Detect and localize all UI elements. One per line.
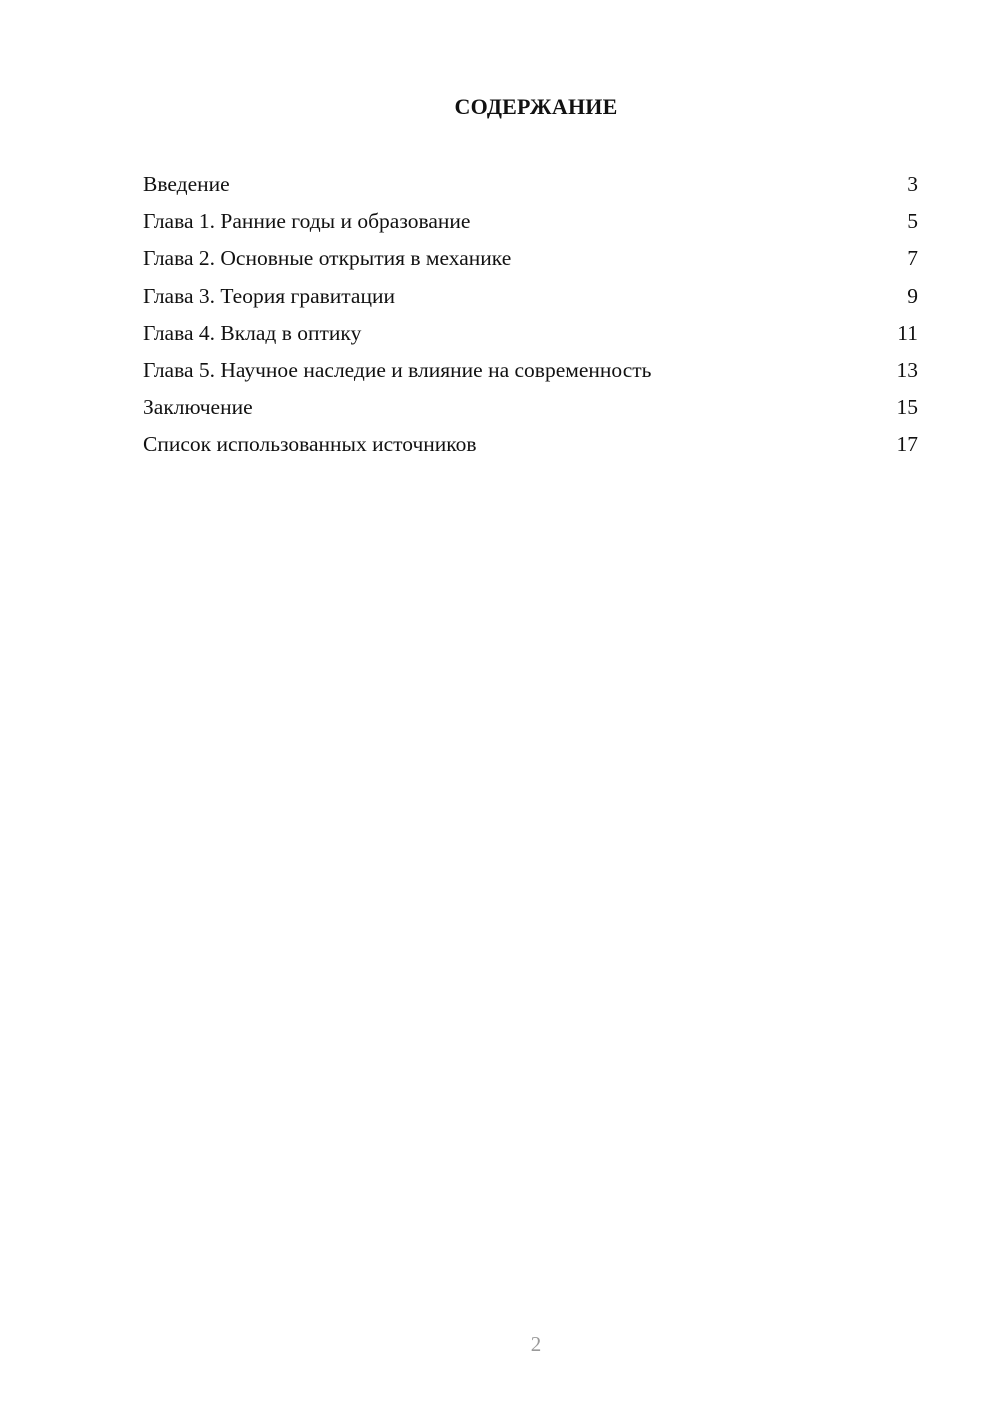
toc-entry-page: 15	[896, 395, 918, 420]
toc-entry-page: 13	[896, 357, 918, 382]
toc-entry-label: Глава 3. Теория гравитации	[143, 283, 395, 308]
toc-entry-label: Список использованных источников	[143, 432, 477, 457]
toc-entry-introduction[interactable]	[143, 168, 918, 205]
toc-entry-chapter-2[interactable]	[143, 242, 918, 279]
toc-entry-label: Заключение	[143, 395, 253, 420]
toc-entry-page: 5	[907, 209, 918, 234]
toc-entry-page: 3	[907, 172, 918, 196]
toc-entry-page: 7	[907, 246, 918, 271]
toc-entry-chapter-3[interactable]	[143, 280, 918, 317]
toc-entry-chapter-1[interactable]	[143, 205, 918, 242]
toc-entry-chapter-5[interactable]	[143, 354, 918, 391]
toc-entry-references[interactable]	[143, 428, 918, 465]
toc-entry-label: Глава 1. Ранние годы и образование	[143, 209, 471, 234]
toc-title: СОДЕРЖАНИЕ	[454, 94, 618, 119]
table-of-contents	[143, 168, 918, 466]
toc-entry-page: 9	[907, 283, 918, 308]
toc-entry-page: 11	[897, 320, 918, 345]
toc-entry-label: Глава 2. Основные открытия в механике	[143, 246, 512, 271]
toc-entry-label: Глава 5. Научное наследие и влияние на современность	[143, 357, 652, 382]
toc-entry-page: 17	[896, 432, 918, 457]
page-number: 2	[530, 1332, 542, 1356]
toc-entry-label: Глава 4. Вклад в оптику	[143, 320, 362, 345]
toc-entry-conclusion[interactable]	[143, 391, 918, 428]
toc-entry-chapter-4[interactable]	[143, 317, 918, 354]
toc-entry-label: Введение	[143, 172, 230, 196]
